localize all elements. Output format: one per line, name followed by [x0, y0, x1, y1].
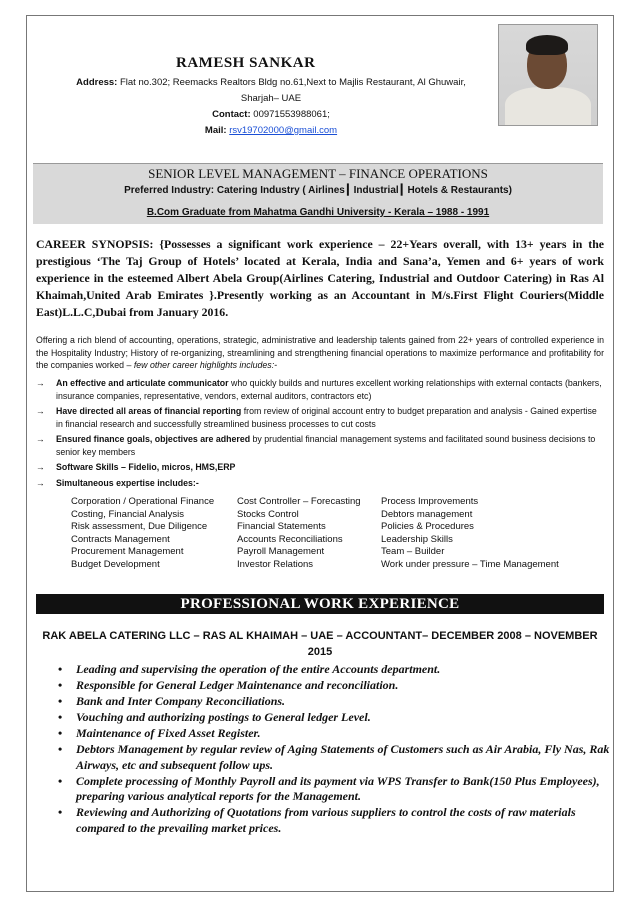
highlight-item: [36, 477, 604, 490]
skill-item: Financial Statements: [237, 521, 326, 533]
highlight-text: who quickly builds and nurtures excellent working relationships with external contacts (bankers, insurance companies, representative, vendors, external auditors, contractors etc): [56, 378, 602, 401]
photo-shirt: [505, 87, 591, 126]
skill-item: Process Improvements: [381, 496, 479, 507]
skill-item: Budget Development: [71, 558, 160, 570]
summary-banner: [33, 163, 603, 224]
address-line: [66, 75, 476, 91]
skill-item: Corporation / Operational Finance: [71, 496, 215, 507]
duty-item: • Leading and supervising the operation of the entire Accounts department.: [76, 662, 624, 678]
duty-item: • Bank and Inter Company Reconciliations.: [76, 694, 624, 710]
address-label: Address:: [76, 77, 118, 88]
skill-item: Investor Relations: [237, 558, 314, 570]
offering-text: Offering a rich blend of accounting, operations, strategic, administrative and leadership talents gained from 22+ years of controlled experience in the Hospitality Industry; History of re-organizing, streamlining and strengthening financial operations to maximize performance and profitability for the companies worked –: [36, 335, 604, 370]
skill-item: Team – Builder: [381, 546, 445, 558]
highlight-item: [36, 405, 604, 430]
highlight-bold: Simultaneous expertise includes:-: [56, 477, 199, 488]
skill-item: Cost Controller – Forecasting: [237, 496, 361, 507]
duties-list: [56, 662, 624, 837]
highlight-bold: An effective and articulate communicator: [56, 378, 229, 388]
highlights-list: [36, 377, 604, 492]
arrow-icon: →: [36, 434, 45, 444]
skill-item: Payroll Management: [237, 546, 325, 558]
duty-item: • Responsible for General Ledger Maintenance and reconciliation.: [76, 678, 624, 694]
skill-item: Risk assessment, Due Diligence: [71, 521, 208, 533]
contact-value: 00971553988061;: [253, 109, 330, 120]
skill-item: Costing, Financial Analysis: [71, 508, 184, 520]
skill-item: Work under pressure – Time Management: [381, 558, 559, 570]
mail-label: Mail:: [204, 125, 227, 136]
address-value: Flat no.302; Reemacks Realtors Bldg no.61,Next to Majlis Restaurant, Al Ghuwair,: [119, 77, 466, 88]
role-title: SENIOR LEVEL MANAGEMENT – FINANCE OPERATIONS: [148, 166, 488, 181]
duty-item: • Reviewing and Authorizing of Quotations from various suppliers to control the costs of raw materials compared to the prevailing market prices.: [76, 805, 624, 836]
arrow-icon: →: [36, 406, 45, 416]
highlight-bold: Ensured finance goals, objectives are adhered: [56, 434, 251, 444]
career-synopsis: CAREER SYNOPSIS: {Possesses a significant work experience – 22+Years overall, with 13+ years in the prestigious ‘The Taj Group of Hotels’ located at Kerala, India and Sana’a, Yemen and 6+ years of work experience in the esteemed Albert Abela Group(Airlines Catering, Industrial and Outdoor Catering) in Ras Al Khaimah,United Arab Emirates }.Presently working as an Accountant in M/s.First Flight Couriers(Middle East)L.L.C,Dubai from January 2016.: [36, 237, 604, 319]
contact-line: [66, 107, 476, 123]
highlight-bold: Have directed all areas of financial reporting: [56, 406, 242, 416]
highlight-bold: Software Skills – Fidelio, micros, HMS,ERP: [56, 462, 236, 472]
skills-grid: [71, 496, 601, 572]
profile-photo: [498, 24, 598, 126]
highlight-text: from review of original account entry to budget preparation and analysis - Gained expertise in financial research and successfully streamlined business processes to cut costs: [56, 406, 597, 429]
education-line: B.Com Graduate from Mahatma Gandhi University - Kerala – 1988 - 1991: [146, 207, 490, 218]
duty-item: • Debtors Management by regular review of Aging Statements of Customers such as Air Arabia, Fly Nas, Rak Airways, etc and subsequent follow ups.: [76, 742, 624, 773]
offering-italic: few other career highlights includes:-: [133, 360, 278, 370]
skill-item: Debtors management: [381, 508, 473, 520]
contact-label: Contact:: [212, 109, 251, 120]
contact-block: [66, 75, 476, 139]
address-line-2: Sharjah– UAE: [240, 93, 302, 104]
highlight-item: [36, 433, 604, 458]
arrow-icon: →: [36, 462, 45, 472]
highlight-item: [36, 377, 604, 402]
arrow-icon: →: [36, 477, 45, 488]
section-heading: PROFESSIONAL WORK EXPERIENCE: [36, 594, 604, 614]
duty-item: • Maintenance of Fixed Asset Register.: [76, 726, 624, 742]
skill-item: Leadership Skills: [381, 533, 453, 545]
skill-item: Procurement Management: [71, 546, 184, 558]
skill-item: Contracts Management: [71, 533, 170, 545]
duty-item: • Vouching and authorizing postings to General ledger Level.: [76, 710, 624, 726]
job-title: RAK ABELA CATERING LLC – RAS AL KHAIMAH – UAE – ACCOUNTANT– DECEMBER 2008 – NOVEMBER 2015: [42, 630, 598, 658]
skill-item: Accounts Reconciliations: [237, 533, 343, 545]
duty-item: • Complete processing of Monthly Payroll and its payment via WPS Transfer to Bank(150 Plus Employees), preparing various analytical reports for the Management.: [76, 774, 624, 805]
preferred-industry: Preferred Industry: Catering Industry ( Airlines┃ Industrial┃ Hotels & Restaurants): [124, 185, 512, 196]
mail-line: [66, 123, 476, 139]
offering-paragraph: [36, 334, 604, 372]
skill-item: Stocks Control: [237, 508, 299, 520]
highlight-text: by prudential financial management systems and facilitated sound business decisions to senior key members: [56, 434, 596, 457]
email-link[interactable]: rsv19702000@gmail.com: [229, 125, 338, 136]
highlight-item: [36, 461, 604, 474]
arrow-icon: →: [36, 378, 45, 388]
photo-hair: [526, 35, 568, 55]
candidate-name: RAMESH SANKAR: [176, 55, 316, 71]
skill-item: Policies & Procedures: [381, 521, 474, 533]
